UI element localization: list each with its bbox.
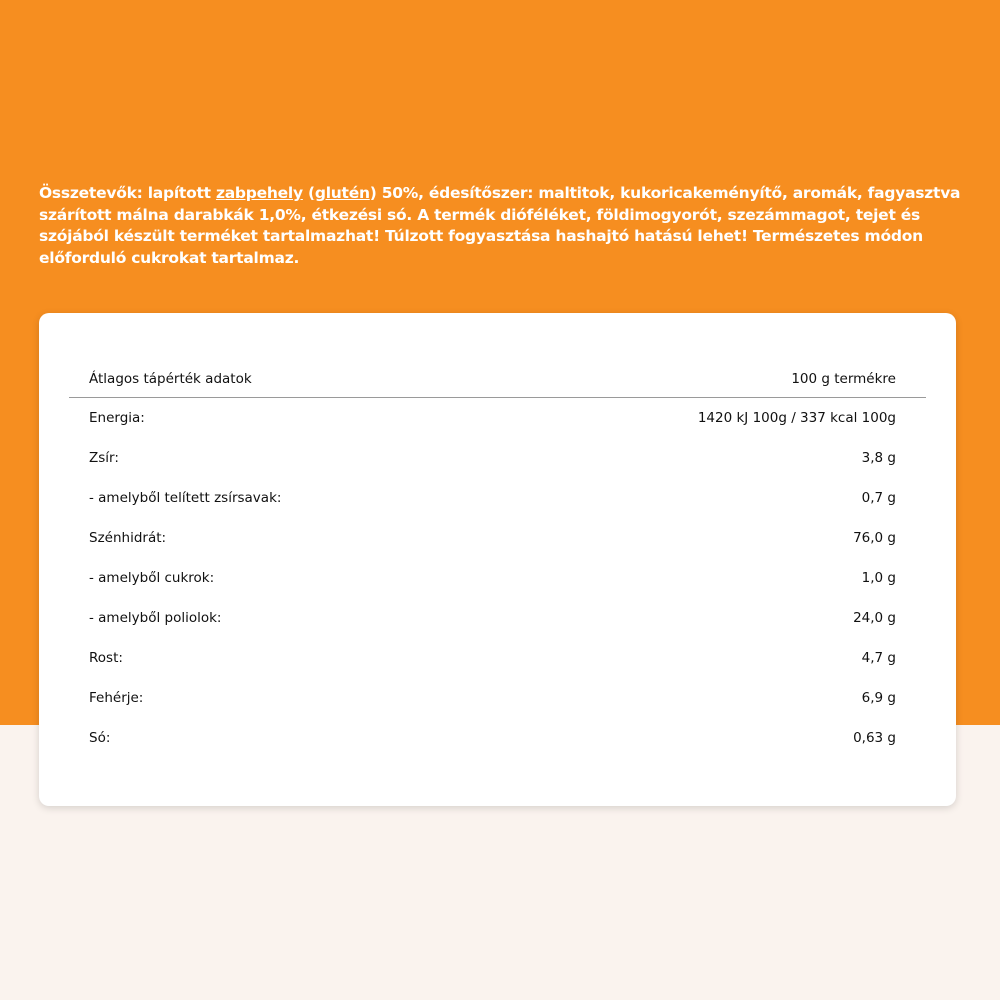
- header-value: 100 g termékre: [791, 371, 896, 387]
- ingredients-text-part: (: [302, 184, 315, 202]
- nutrition-card: [39, 313, 956, 806]
- row-value: 0,63 g: [853, 730, 896, 746]
- ingredients-prefix: Összetevők: lapított: [39, 184, 216, 202]
- row-value: 24,0 g: [853, 610, 896, 626]
- ingredients-text: [39, 183, 969, 269]
- row-value: 3,8 g: [861, 450, 896, 466]
- nutrition-table-header: [69, 365, 926, 398]
- table-row: [69, 685, 926, 725]
- row-value: 1420 kJ 100g / 337 kcal 100g: [697, 410, 896, 426]
- row-label: Energia:: [89, 410, 145, 426]
- row-label: Rost:: [89, 650, 123, 666]
- row-label: Só:: [89, 730, 111, 746]
- row-label: Zsír:: [89, 450, 119, 466]
- row-label: Fehérje:: [89, 690, 144, 706]
- row-label: - amelyből telített zsírsavak:: [89, 490, 282, 506]
- row-value: 4,7 g: [861, 650, 896, 666]
- row-label: - amelyből poliolok:: [89, 610, 222, 626]
- row-label: Szénhidrát:: [89, 530, 167, 546]
- table-row: [69, 485, 926, 525]
- header-label: Átlagos tápérték adatok: [89, 371, 252, 387]
- table-row: [69, 605, 926, 645]
- ingredient-link-zabpehely[interactable]: zabpehely: [215, 184, 303, 202]
- table-row: [69, 445, 926, 485]
- table-row: [69, 405, 926, 445]
- table-row: [69, 565, 926, 605]
- row-value: 6,9 g: [861, 690, 896, 706]
- row-value: 0,7 g: [861, 490, 896, 506]
- table-row: [69, 645, 926, 685]
- table-row: [69, 725, 926, 765]
- ingredient-link-gluten[interactable]: glutén: [314, 184, 370, 202]
- row-value: 76,0 g: [853, 530, 896, 546]
- ingredients-text-rest: ) 50%, édesítőszer: maltitok, kukoricakeményítő, aromák, fagyasztva szárított málna darabkák 1,0%, étkezési só. A termék dióféléket, földimogyorót, szezámmagot, tejet és szójából készült terméket tartalmazhat! Túlzott fogyasztása hashajtó hatású lehet! Természetes módon előforduló cukrokat tartalmaz.: [39, 184, 961, 267]
- row-value: 1,0 g: [861, 570, 896, 586]
- row-label: - amelyből cukrok:: [89, 570, 215, 586]
- nutrition-table-body: [69, 405, 926, 765]
- table-row: [69, 525, 926, 565]
